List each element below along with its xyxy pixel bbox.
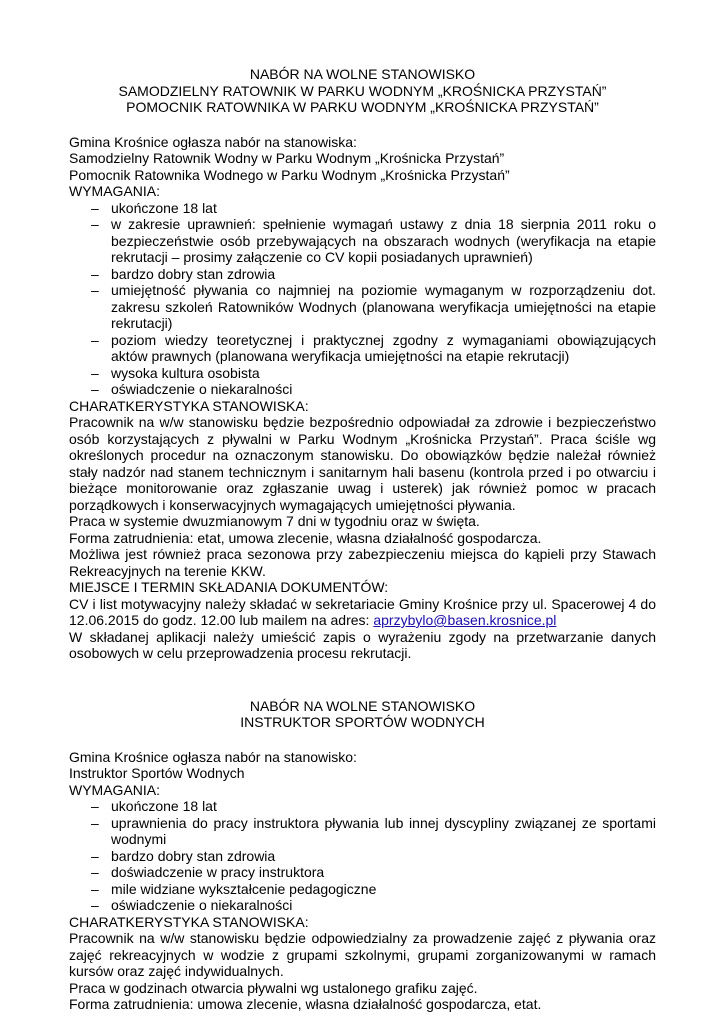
requirements-list bbox=[69, 200, 656, 398]
list-item-text: wysoka kultura osobista bbox=[111, 364, 260, 381]
dash-bullet: – bbox=[91, 847, 99, 864]
section2-header bbox=[69, 698, 656, 731]
section-instructor bbox=[69, 698, 656, 1013]
section1-intro bbox=[69, 134, 656, 184]
section2-header-line: NABÓR NA WOLNE STANOWISKO bbox=[249, 697, 476, 714]
list-item bbox=[69, 282, 656, 332]
characteristics-heading: CHARATKERYSTYKA STANOWISKA: bbox=[69, 397, 309, 414]
list-item bbox=[69, 881, 656, 898]
schedule-text: Praca w godzinach otwarcia pływalni wg ustalonego grafiku zajęć. bbox=[69, 979, 478, 996]
requirements-heading: WYMAGANIA: bbox=[69, 183, 161, 199]
dash-bullet: – bbox=[91, 381, 99, 397]
intro-line: Samodzielny Ratownik Wodny w Parku Wodnym „Krośnicka Przystań” bbox=[69, 150, 505, 166]
list-item bbox=[69, 798, 656, 815]
list-item bbox=[69, 200, 656, 217]
intro-line: Instruktor Sportów Wodnych bbox=[69, 765, 245, 781]
list-item-text: mile widziane wykształcenie pedagogiczne bbox=[111, 880, 377, 897]
list-item-text: w zakresie uprawnień: spełnienie wymagań ustawy z dnia 18 sierpnia 2011 roku o bezpieczeństwie osób przebywających na obszarach wodnych (weryfikacja na etapie rekrutacji – prosimy załączenie co CV kopii posiadanych uprawnień) bbox=[111, 216, 656, 265]
list-item bbox=[69, 897, 656, 914]
intro-line: Gmina Krośnice ogłasza nabór na stanowiska: bbox=[69, 133, 357, 150]
dash-bullet: – bbox=[91, 897, 99, 913]
documents-paragraph bbox=[69, 596, 656, 629]
dash-bullet: – bbox=[91, 282, 99, 298]
dash-bullet: – bbox=[91, 265, 99, 282]
characteristics-paragraph: Pracownik na w/w stanowisku będzie odpowiedzialny za prowadzenie zajęć z pływania oraz zajęć rekreacyjnych w wodzie z grupami szkolnymi, grupami zorganizowanymi w ramach kursów oraz zajęć indywidualnych. bbox=[69, 930, 656, 979]
list-item-text: poziom wiedzy teoretycznej i praktycznej zgodny z wymaganiami obowiązujących aktów prawnych (planowana weryfikacja umiejętności na etapie rekrutacji) bbox=[111, 331, 656, 364]
section2-header-line: INSTRUKTOR SPORTÓW WODNYCH bbox=[240, 714, 485, 730]
section2-intro bbox=[69, 749, 656, 782]
requirements-list bbox=[69, 798, 656, 914]
email-link[interactable]: aprzybylo@basen.krosnice.pl bbox=[373, 612, 557, 628]
employment-form-text: Forma zatrudnienia: etat, umowa zlecenie, własna działalność gospodarcza. bbox=[69, 529, 542, 546]
section1-header-line: SAMODZIELNY RATOWNIK W PARKU WODNYM „KROŚNICKA PRZYSTAŃ” bbox=[118, 82, 607, 99]
list-item-text: umiejętność pływania co najmniej na poziomie wymaganym w rozporządzeniu dot. zakresu szkoleń Ratowników Wodnych (planowana weryfikacja umiejętności na etapie rekrutacji) bbox=[111, 282, 656, 331]
list-item-text: doświadczenie w pracy instruktora bbox=[111, 864, 325, 880]
section1-header bbox=[69, 66, 656, 116]
list-item-text: bardzo dobry stan zdrowia bbox=[111, 847, 276, 864]
intro-line: Pomocnik Ratownika Wodnego w Parku Wodnym „Krośnicka Przystań” bbox=[69, 166, 510, 183]
list-item-text: ukończone 18 lat bbox=[111, 199, 217, 216]
section1-header-line: NABÓR NA WOLNE STANOWISKO bbox=[249, 66, 476, 82]
list-item bbox=[69, 381, 656, 398]
list-item bbox=[69, 864, 656, 881]
section1-header-line: POMOCNIK RATOWNIKA W PARKU WODNYM „KROŚNICKA PRZYSTAŃ” bbox=[126, 99, 599, 115]
characteristics-heading: CHARATKERYSTYKA STANOWISKA: bbox=[69, 913, 309, 930]
schedule-text: Praca w systemie dwuzmianowym 7 dni w tygodniu oraz w święta. bbox=[69, 513, 480, 529]
list-item bbox=[69, 848, 656, 865]
document-page bbox=[69, 66, 656, 1013]
list-item-text: bardzo dobry stan zdrowia bbox=[111, 265, 276, 282]
dash-bullet: – bbox=[91, 798, 99, 814]
dash-bullet: – bbox=[91, 331, 99, 348]
list-item bbox=[69, 332, 656, 365]
section-lifeguard bbox=[69, 66, 656, 662]
list-item-text: oświadczenie o niekaralności bbox=[111, 381, 293, 397]
dash-bullet: – bbox=[91, 216, 99, 232]
consent-note: W składanej aplikacji należy umieścić zapis o wyrażeniu zgody na przetwarzanie danych osobowych w celu przeprowadzenia procesu rekrutacji. bbox=[69, 628, 656, 661]
requirements-heading: WYMAGANIA: bbox=[69, 781, 161, 798]
documents-text: CV i list motywacyjny należy składać w sekretariacie Gminy Krośnice przy ul. Spacerowej 4 do 12.06.2015 do godz. 12.00 lub mailem na adres: bbox=[69, 595, 656, 628]
dash-bullet: – bbox=[91, 880, 99, 897]
list-item bbox=[69, 365, 656, 382]
dash-bullet: – bbox=[91, 864, 99, 880]
list-item-text: ukończone 18 lat bbox=[111, 798, 217, 814]
dash-bullet: – bbox=[91, 364, 99, 381]
dash-bullet: – bbox=[91, 199, 99, 216]
intro-line: Gmina Krośnice ogłasza nabór na stanowisko: bbox=[69, 748, 357, 765]
list-item-text: uprawnienia do pracy instruktora pływania lub innej dyscypliny związanej ze sportami wodnymi bbox=[111, 814, 656, 847]
list-item bbox=[69, 815, 656, 848]
documents-heading: MIEJSCE I TERMIN SKŁADANIA DOKUMENTÓW: bbox=[69, 579, 389, 595]
list-item-text: oświadczenie o niekaralności bbox=[111, 897, 293, 913]
list-item bbox=[69, 266, 656, 283]
list-item bbox=[69, 216, 656, 266]
characteristics-paragraph: Pracownik na w/w stanowisku będzie bezpośrednio odpowiadał za zdrowie i bezpieczeństwo osób korzystających z pływalni w Parku Wodnym „Krośnicka Przystań”. Praca ściśle wg określonych procedur na oznaczonym stanowisku. Do obowiązków będzie należał również stały nadzór nad stanem technicznym i sanitarnym hali basenu (kontrola przed i po otwarciu i bieżące monitorowanie oraz zgłaszanie uwag i usterek) jak również pomoc w pracach porządkowych i konserwacyjnych wymagających umiejętności pływania. bbox=[69, 414, 656, 513]
dash-bullet: – bbox=[91, 814, 99, 831]
seasonal-work-text: Możliwa jest również praca sezonowa przy zabezpieczeniu miejsca do kąpieli przy Stawach Rekreacyjnych na terenie KKW. bbox=[69, 546, 656, 579]
employment-form-text: Forma zatrudnienia: umowa zlecenie, własna działalność gospodarcza, etat. bbox=[69, 996, 542, 1012]
